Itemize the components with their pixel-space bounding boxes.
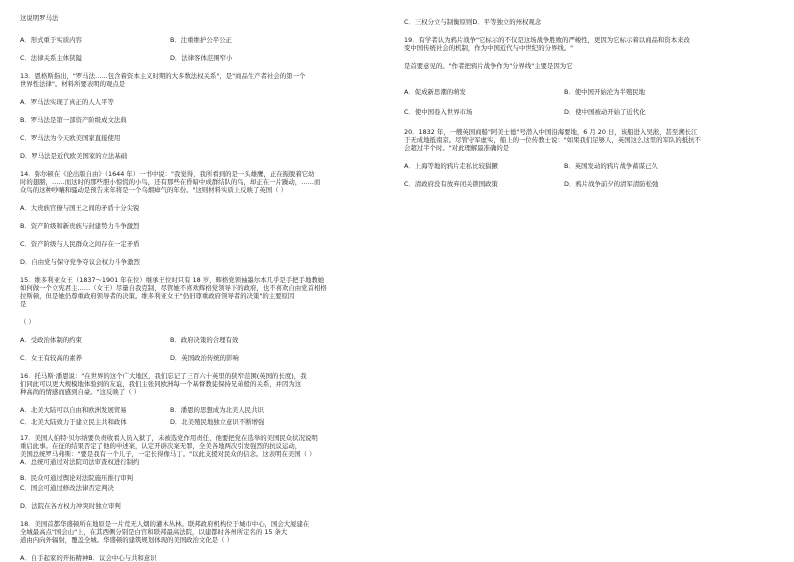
left-text-line: 拉斯顿，但是她仍尊重政府领导者的决策。维多利亚女王"仍旧尊重政府领导者的决策"的主要原因 bbox=[20, 292, 295, 300]
left-text-line: 世界性法律"。材料所要表明的观点是 bbox=[20, 80, 126, 88]
left-text-line: A．罗马法实现了真正的人人平等 bbox=[20, 98, 114, 106]
left-text-line: C．国会可通过修改法律否定判决 bbox=[20, 484, 114, 492]
left-text-line: C．资产阶级与人民群众之间存在一定矛盾 bbox=[20, 240, 140, 248]
left-text-line: B．民众可通过舆论对法院施压推行审判 bbox=[20, 474, 134, 482]
left-text-line: 众鸟的这种吵嚷和骚动是预告来年将是一个乌烟瘴气的年份。"这则材料实质上反映了英国（ ） bbox=[20, 186, 287, 194]
right-text-line: 变中国传统社会的机制，作为中国近代与中世纪的分界线。" bbox=[404, 44, 574, 52]
right-text-line: 于无成地抵南京。尽管守军虚实，船上的一位传教士说："如果我们足够人，英国这么这里的军队的抵抗不 bbox=[404, 136, 701, 144]
left-text-line: 种高尚的情感而感到自豪。"这反映了（ ） bbox=[20, 388, 141, 396]
left-text-line: A．北美大陆可以自由和欧洲发展贸易 bbox=[20, 406, 127, 414]
left-text-line: 们同此可以更大规模地体验到的友谊，我们主张同欧洲每一个基督教徒保持兄弟般的关系，并因为这 bbox=[20, 380, 302, 388]
left-text-line: D．自由党与保守党争夺议会权力斗争激烈 bbox=[20, 258, 140, 266]
left-text-line: B．罗马法是第一部资产阶级成文法典 bbox=[20, 116, 127, 124]
left-text-line: 全城最高点"国会山"上，在其西侧分别是白宫和联邦最高法院，以建都时各州所定名的 15 条大 bbox=[20, 528, 288, 536]
left-text-line: 15．维多利亚女王（1837～1901 年在位）继承王位时只有 18 岁，辉格党领袖墨尔本几乎是手把手地教她 bbox=[20, 276, 325, 284]
right-text-line: C．三权分立与制衡原则D．平等独立的州权观念 bbox=[404, 18, 542, 26]
right-text-line: 会超过半个时。"对此理解最准确的是 bbox=[404, 144, 510, 152]
right-text-line: C．清政府没有放弃闭关锁国政策 bbox=[404, 180, 498, 188]
right-text-line: A．促成新思潮的萌发 bbox=[404, 88, 466, 96]
left-text-line: A．大贵族官僚与国王之间的矛盾十分尖锐 bbox=[20, 204, 140, 212]
left-text-line: 美国总统罗马弗斯："要是我有一个儿子，一定长得像马丁。"以此支援对民众的信念。这表明在美国（ ） bbox=[20, 450, 316, 458]
left-text-line: 18．美国首都华盛顿所在地原是一片荒无人烟的灌木丛林。联邦政府机构位于城市中心，国会大厦建在 bbox=[20, 520, 310, 528]
right-option-b: B．英国发动的鸦片战争蓄谋已久 bbox=[564, 162, 658, 170]
left-text-line: C．北美大陆致力于建立民主共和政体 bbox=[20, 418, 127, 426]
left-text-line: 这说明罗马法 bbox=[20, 14, 59, 22]
left-text-line: C．法律关系主体狭隘 bbox=[20, 54, 82, 62]
right-text-line: A．上海等地的鸦片走私比较猖獗 bbox=[404, 162, 498, 170]
left-option-b: B．潘恩的思想成为北美人民共识 bbox=[170, 406, 264, 414]
left-text-line: D．法院在各方权力冲突时独立审判 bbox=[20, 502, 121, 510]
right-text-line: 19．有学者认为鸦片战争"它标示的不仅是这场战争胜败的严峻性，更因为它标示着以商品和资本来改 bbox=[404, 36, 690, 44]
left-text-line: 14．弥尔顿在《论出版自由》（1644 年）一书中说："我觉得，我所看到的是一头雄鹰，正在振脱着它幼 bbox=[20, 170, 315, 178]
left-text-line: A．自手起家的开拓精神B．议会中心与共和意识 bbox=[20, 554, 157, 562]
left-option-b: B．政府决策的合理有效 bbox=[170, 336, 239, 344]
left-text-line: 时的翅膀，……而这时的那些胆小惊慌的小鸟，还有那些在昏暗中成群结队的鸟，却正在一片躁动，……而 bbox=[20, 178, 321, 186]
left-text-line: A．总统可通过对法院司法审查权进行制约 bbox=[20, 458, 140, 466]
left-text-line: 16．托马斯·潘恩说："在世界的这个广大地区，我们忘记了三百六十英里的狭窄范围(英国的长度)，我 bbox=[20, 372, 307, 380]
right-option-b: D．鸦片战争前夕的清军清防松弛 bbox=[564, 180, 659, 188]
left-text-line: （ ） bbox=[20, 318, 35, 326]
left-text-line: D．罗马法是近代欧美国家的立法基础 bbox=[20, 152, 128, 160]
left-text-line: A．受政治体制的约束 bbox=[20, 336, 82, 344]
right-text-line: 是首要意见的。"作者把鸦片战争作为"分界线"主要是因为它 bbox=[404, 62, 573, 70]
left-option-b: D．英国政治传统的影响 bbox=[170, 354, 239, 362]
left-text-line: 重启此事。在征的结果否定了他的申述案，认定开辟次案无罪，全美各地两次引发强烈的抗议运动， bbox=[20, 442, 302, 450]
left-option-b: D．法律客体范围窄小 bbox=[170, 54, 233, 62]
left-text-line: C．罗马法为今天欧美国家直接使用 bbox=[20, 134, 121, 142]
left-text-line: C．女王有较高的素养 bbox=[20, 354, 82, 362]
left-text-line: 是 bbox=[20, 300, 27, 308]
left-option-b: D．北美殖民地独立意识不断增强 bbox=[170, 418, 265, 426]
right-text-line: 20．1832 年，一艘英国商船"阿美士德"号潜入中国沿海要地，6 月 20 日，该船进入吴淞，甚至溯长江 bbox=[404, 128, 698, 136]
left-option-b: B．注重维护公平公正 bbox=[170, 36, 232, 44]
left-text-line: 道由内向外辐射，覆盖全城。华盛顿的建筑规划体现的美国政治文化是（ ） bbox=[20, 536, 233, 544]
left-text-line: 如何做一个立宪君主……（女王）尽量自我克制，尽管她不喜欢辉格党领导下的政府，也不喜欢自由党首相格 bbox=[20, 284, 327, 292]
right-option-b: D．使中国被动开始了近代化 bbox=[564, 108, 646, 116]
left-text-line: B．资产阶级和新贵族与封建势力斗争激烈 bbox=[20, 222, 140, 230]
left-text-line: 17．美国人伯特·贝尔纳要负责收看人员入狱了，未被选党作用责任，他要把党在选举的美国民众状况说明 bbox=[20, 434, 318, 442]
right-option-b: B．使中国开始沦为半殖民地 bbox=[564, 88, 646, 96]
left-text-line: A．形式重于实质内容 bbox=[20, 36, 82, 44]
right-text-line: C．使中国卷入世界市场 bbox=[404, 108, 473, 116]
left-text-line: 13．恩格斯指出，"罗马法……包含着资本主义时期的大多数法权关系"，是"商品生产者社会的第一个 bbox=[20, 72, 306, 80]
